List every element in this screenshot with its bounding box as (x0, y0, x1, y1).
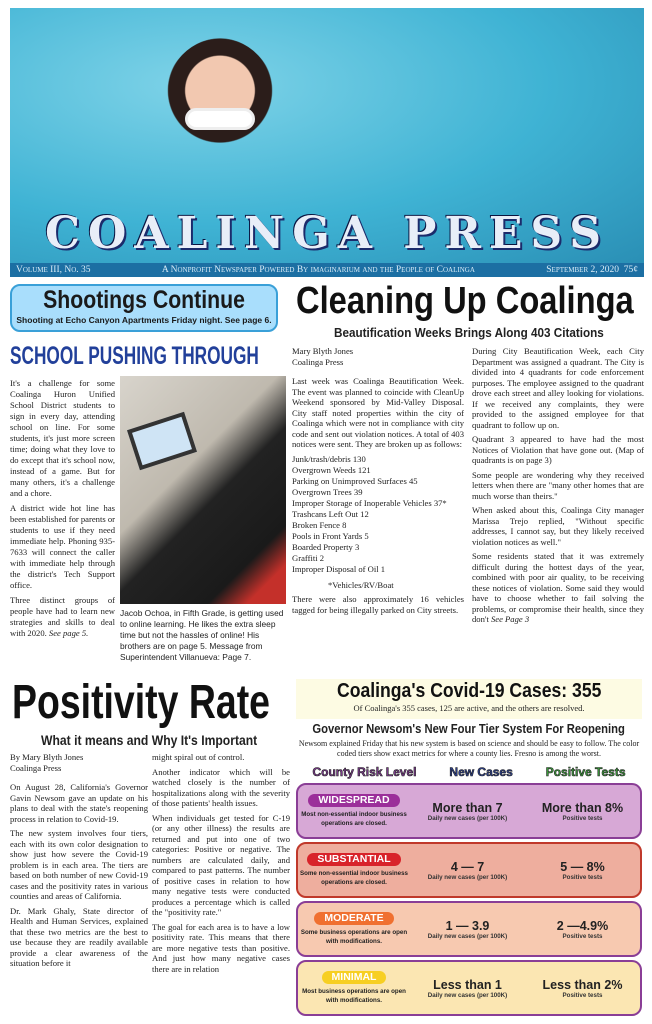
covid-sub: Of Coalinga's 355 cases, 125 are active, and the others are resolved. (353, 703, 585, 713)
tier-level (298, 794, 410, 828)
shootings-teaser: Shooting at Echo Canyon Apartments Friday night. See page 6. (16, 315, 272, 325)
violation-item: Improper Disposal of Oil 1 (292, 563, 386, 574)
tier-tests (525, 978, 640, 999)
tier-tests (525, 801, 640, 822)
byline-outlet: Coalinga Press (10, 762, 62, 773)
paragraph: Some people are wondering why they received letters when there are "many other homes that are much worse than theirs." (472, 469, 644, 501)
violation-item: Parking on Unimproved Surfaces 45 (292, 475, 418, 486)
tier-cases (410, 919, 525, 940)
tier-headers (296, 765, 642, 779)
tests-label: Positive tests (562, 932, 603, 940)
byline: By Mary Blyth Jones (10, 752, 84, 762)
tests-value: 5 — 8% (560, 859, 605, 874)
violation-item: Junk/trash/debris 130 (292, 453, 366, 464)
tier-minimal (296, 960, 642, 1016)
tier-level (298, 912, 410, 946)
tier-cases (410, 801, 525, 822)
tests-value: More than 8% (541, 800, 624, 815)
tier-cases (410, 860, 525, 881)
covid-cases-box (296, 679, 642, 719)
paragraph: On August 28, California's Governor Gavin Newsom gave an update on his plans to deal with the state's reopening process in relation to Covid-19. (10, 782, 148, 824)
paragraph: might spiral out of control. (152, 752, 245, 762)
tier-pill: MODERATE (314, 912, 393, 925)
school-article (10, 378, 115, 643)
positivity-col2 (152, 752, 290, 978)
violations-list (292, 454, 464, 575)
see-page-link[interactable]: See page 5. (48, 628, 89, 638)
goggles-shape (185, 108, 255, 130)
masthead-title: COALINGA PRESS (44, 208, 610, 259)
tier-widespread (296, 783, 642, 839)
tier-desc: Most business operations are open with modifications. (302, 988, 406, 1004)
tier-pill: SUBSTANTIAL (307, 853, 400, 866)
header-risk-level: County Risk Level (312, 765, 417, 779)
tier-tests (525, 919, 640, 940)
volume: Volume III, No. 35 (16, 265, 91, 275)
header-new-cases: New Cases (449, 765, 513, 779)
tier-desc: Some non-essential indoor business operations are closed. (300, 870, 408, 886)
tests-label: Positive tests (562, 991, 603, 999)
footnote: *Vehicles/RV/Boat (328, 579, 394, 590)
cleaning-subhead: Beautification Weeks Brings Along 403 Citations (334, 325, 604, 340)
paragraph: Another indicator which will be watched closely is the number of hospitalizations along with the severity of those patients' health issues. (152, 766, 290, 808)
paragraph: Dr. Mark Ghaly, State director of Health and Human Services, explained that these two metrics are the best to use because they are readily available provide a clear awareness of the situation before it (10, 905, 148, 968)
tier-title: Governor Newsom's New Four Tier System For Reopening (312, 722, 626, 736)
violation-item: Overgrown Trees 39 (292, 486, 363, 497)
tagline: A Nonprofit Newspaper Powered By imaginarium and the People of Coalinga (161, 265, 475, 275)
positivity-subhead-wrap (10, 733, 288, 749)
cleaning-subhead-wrap (296, 325, 642, 340)
positivity-subhead: What it means and Why It's Important (40, 733, 258, 748)
shootings-box[interactable] (10, 284, 278, 332)
positivity-col1 (10, 752, 148, 973)
tests-label: Positive tests (562, 873, 603, 881)
paragraph: Three distinct groups of people have had to learn new strategies and skills to deal with 2020. (10, 595, 115, 638)
cleaning-headline: Cleaning Up Coalinga (296, 280, 634, 322)
paragraph: It's a challenge for some Coalinga Huron Unified School District students to sign in every day, attending school on line. For some students, it's just more screen time; doing what they love to do except that it's school now, instead of a game. But for many others, it's a challenge and a chore. (10, 378, 115, 498)
tier-pill: WIDESPREAD (308, 794, 399, 807)
tier-desc: Some business operations are open with modifications. (300, 929, 408, 945)
photo-caption: Jacob Ochoa, in Fifth Grade, is getting used to online learning. He likes the extra sleep time but not the hassles of online! His brothers are on page 5. Message from Superintendent Villanueva: Page 7. (120, 608, 284, 662)
violation-item: Boarded Property 3 (292, 541, 360, 552)
violation-item: Graffiti 2 (292, 552, 325, 563)
tests-value: 2 —4.9% (556, 918, 609, 933)
tier-substantial (296, 842, 642, 898)
tier-cases (410, 978, 525, 999)
cases-label: Daily new cases (per 100K) (427, 873, 508, 881)
paragraph: The new system involves four tiers, each with its own color designation to show just how severe the Covid-19 problem is in each area. The tiers are based on both number of new Covid-19 cases and the positivity rates in various counties and areas of California. (10, 828, 148, 901)
violation-item: Broken Fence 8 (292, 519, 347, 530)
violation-item: Trashcans Left Out 12 (292, 508, 369, 519)
tests-value: Less than 2% (542, 977, 623, 992)
cases-label: Daily new cases (per 100K) (427, 991, 508, 999)
tier-pill: MINIMAL (322, 971, 387, 984)
positivity-headline: Positivity Rate (12, 676, 271, 729)
byline-outlet: Coalinga Press (292, 356, 344, 367)
cases-value: More than 7 (432, 800, 503, 815)
student-photo (120, 376, 286, 604)
issue-date: September 2, 2020 (546, 265, 619, 275)
violation-item: Overgrown Weeds 121 (292, 464, 371, 475)
cases-value: Less than 1 (433, 977, 502, 992)
masthead-band (10, 263, 644, 277)
paragraph: Quadrant 3 appeared to have had the most Notices of Violation that have gone out. (Map of quadrants is on page 3) (472, 434, 644, 465)
violation-item: Pools in Front Yards 5 (292, 530, 369, 541)
paragraph: A district wide hot line has been established for parents or students to use if they need immediate help. Phoning 935-7633 will connect the caller with immediate help through the district's Tech Support office. (10, 503, 115, 590)
paragraph: When individuals get tested for C-19 (or any other illness) the results are returned and put into one of two categories: Positive or negative. The numbers are calculated daily, and compared to past patterns. The number of positive cases in relation to how many negative tests were conducted produces a percentage which is called the "positivity rate." (152, 812, 290, 917)
paragraph: There were also approximately 16 vehicles tagged for being illegally parked on City streets. (292, 594, 464, 615)
cleaning-article-col2 (472, 346, 644, 629)
header-positive-tests: Positive Tests (545, 765, 626, 779)
cleaning-article-col1 (292, 346, 464, 619)
tier-moderate (296, 901, 642, 957)
paragraph: Last week was Coalinga Beautification Week. The event was planned to coincide with CleanUp Weekend sponsored by Mid-Valley Disposal. City staff noted properties within the city of Coalinga which were not in compliance with city code and sent out violation notices. A total of 403 notices were sent. They are broken up as follows: (292, 376, 464, 449)
tier-intro: Newsom explained Friday that his new system is based on science and should be easy to follow. The color coded tiers show exact metrics for where a county lies. Fresno is among the worst. (298, 739, 640, 758)
shootings-headline: Shootings Continue (43, 286, 245, 314)
cases-value: 1 — 3.9 (445, 918, 490, 933)
paragraph: Some residents stated that it was extremely difficult during the hottest days of the year, combined with poor air quality, to be receiving these notices of violation. Some said they would have to choose whether to fail solving the problems, or compromise their health, since they don't (472, 551, 644, 624)
covid-headline: Coalinga's Covid-19 Cases: 355 (336, 680, 602, 702)
tests-label: Positive tests (562, 814, 603, 822)
paragraph: The goal for each area is to have a low positivity rate. This means that there are more negative tests than positive. And just how many negative cases there are in relation (152, 921, 290, 974)
tier-title-wrap (292, 722, 646, 737)
cases-label: Daily new cases (per 100K) (427, 814, 508, 822)
tier-desc: Most non-essential indoor business operations are closed. (301, 811, 407, 827)
cases-label: Daily new cases (per 100K) (427, 932, 508, 940)
see-page-link[interactable]: See Page 3 (490, 614, 530, 624)
paragraph: During City Beautification Week, each City Department was assigned a quadrant. The City is divided into 4 quadrants for code enforcement purposes. The employee assigned to the quadrant drove each street and alley looking for violations. If we received any complaints, they were provided to the assigned employee for that quadrant to follow up on. (472, 346, 644, 430)
paragraph: When asked about this, Coalinga City manager Marissa Trejo replied, "Without specific addresses, I cannot say, but they likely received violation notices as well." (472, 505, 644, 547)
cases-value: 4 — 7 (450, 859, 485, 874)
tier-tests (525, 860, 640, 881)
tier-level (298, 971, 410, 1005)
byline: Mary Blyth Jones (292, 346, 354, 356)
tier-level (298, 853, 410, 887)
school-headline: SCHOOL PUSHING THROUGH (10, 342, 259, 370)
violation-item: Improper Storage of Inoperable Vehicles 37* (292, 497, 447, 508)
price: 75¢ (623, 265, 638, 275)
